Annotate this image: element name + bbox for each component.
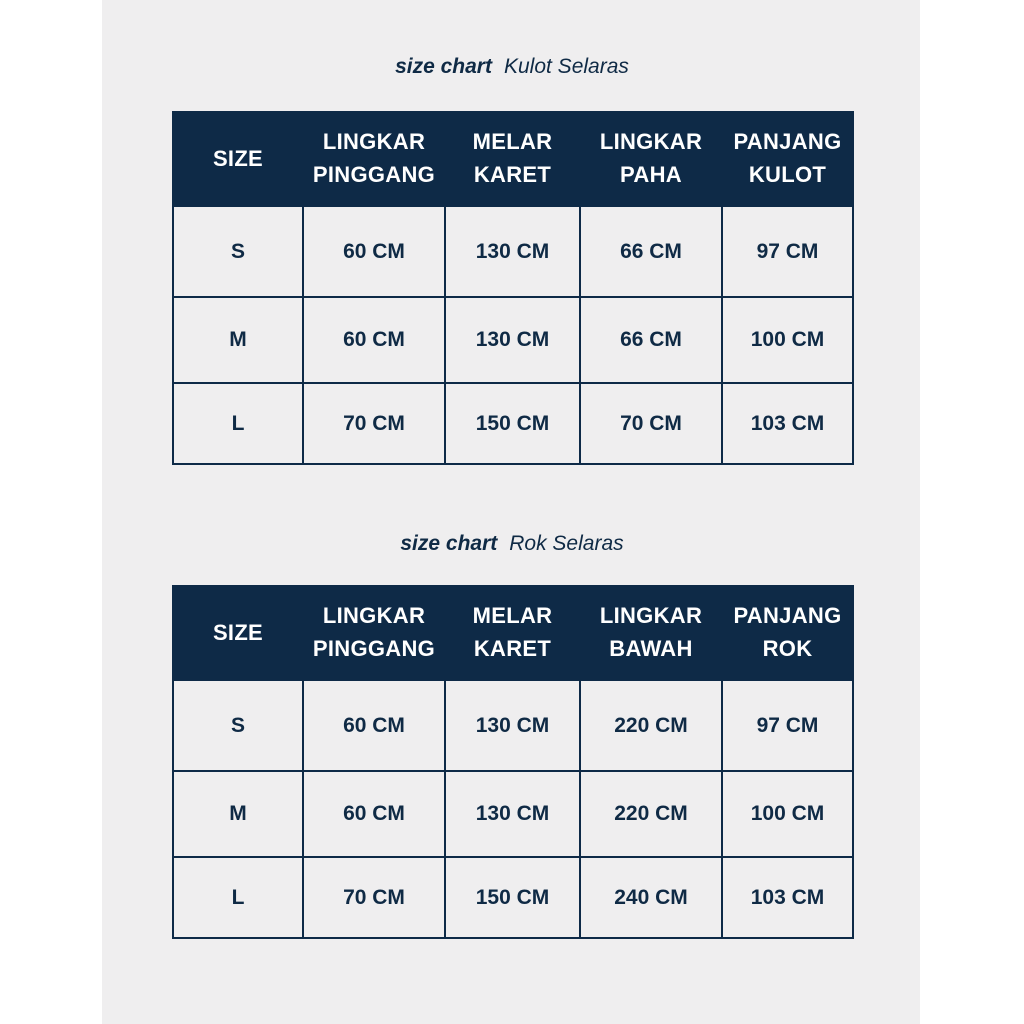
table-cell: 130 CM [445,297,580,383]
table-header-row [173,111,853,206]
table-row [173,383,853,464]
table-cell: 66 CM [580,206,722,297]
table-cell: 150 CM [445,857,580,938]
kulot-title-name: Kulot Selaras [503,55,629,78]
table-cell: 130 CM [445,680,580,771]
kulot-size-table [172,111,854,465]
table-row [173,680,853,771]
table-cell: 240 CM [580,857,722,938]
header-size: SIZE [173,111,303,206]
table-row [173,857,853,938]
table-cell: 220 CM [580,680,722,771]
table-cell: 60 CM [303,297,445,383]
header-melar-karet: MELAR KARET [445,585,580,680]
table-cell: 70 CM [303,857,445,938]
table-cell: 70 CM [303,383,445,464]
header-lingkar-paha: LINGKAR PAHA [580,111,722,206]
table-cell: 150 CM [445,383,580,464]
table-cell: 70 CM [580,383,722,464]
table-cell: 100 CM [722,771,853,857]
rok-size-table [172,585,854,939]
header-panjang-rok: PANJANG ROK [722,585,853,680]
table-cell: 103 CM [722,857,853,938]
header-lingkar-pinggang: LINGKAR PINGGANG [303,111,445,206]
table-cell: 60 CM [303,680,445,771]
rok-title-name: Rok Selaras [509,532,624,555]
rok-title-bold: size chart [400,532,498,555]
size-cell: L [173,383,303,464]
table-cell: 130 CM [445,206,580,297]
table-cell: 66 CM [580,297,722,383]
size-cell: S [173,206,303,297]
table-cell: 100 CM [722,297,853,383]
header-size: SIZE [173,585,303,680]
header-melar-karet: MELAR KARET [445,111,580,206]
table-row [173,206,853,297]
kulot-chart-title [0,55,1024,79]
rok-chart-title [0,532,1024,556]
header-panjang-kulot: PANJANG KULOT [722,111,853,206]
table-header-row [173,585,853,680]
table-cell: 103 CM [722,383,853,464]
table-cell: 97 CM [722,680,853,771]
table-cell: 220 CM [580,771,722,857]
size-cell: L [173,857,303,938]
kulot-title-bold: size chart [395,55,492,78]
header-lingkar-bawah: LINGKAR BAWAH [580,585,722,680]
header-lingkar-pinggang: LINGKAR PINGGANG [303,585,445,680]
table-cell: 130 CM [445,771,580,857]
table-cell: 60 CM [303,206,445,297]
table-cell: 97 CM [722,206,853,297]
table-cell: 60 CM [303,771,445,857]
size-cell: M [173,297,303,383]
table-row [173,771,853,857]
size-cell: M [173,771,303,857]
size-cell: S [173,680,303,771]
table-row [173,297,853,383]
